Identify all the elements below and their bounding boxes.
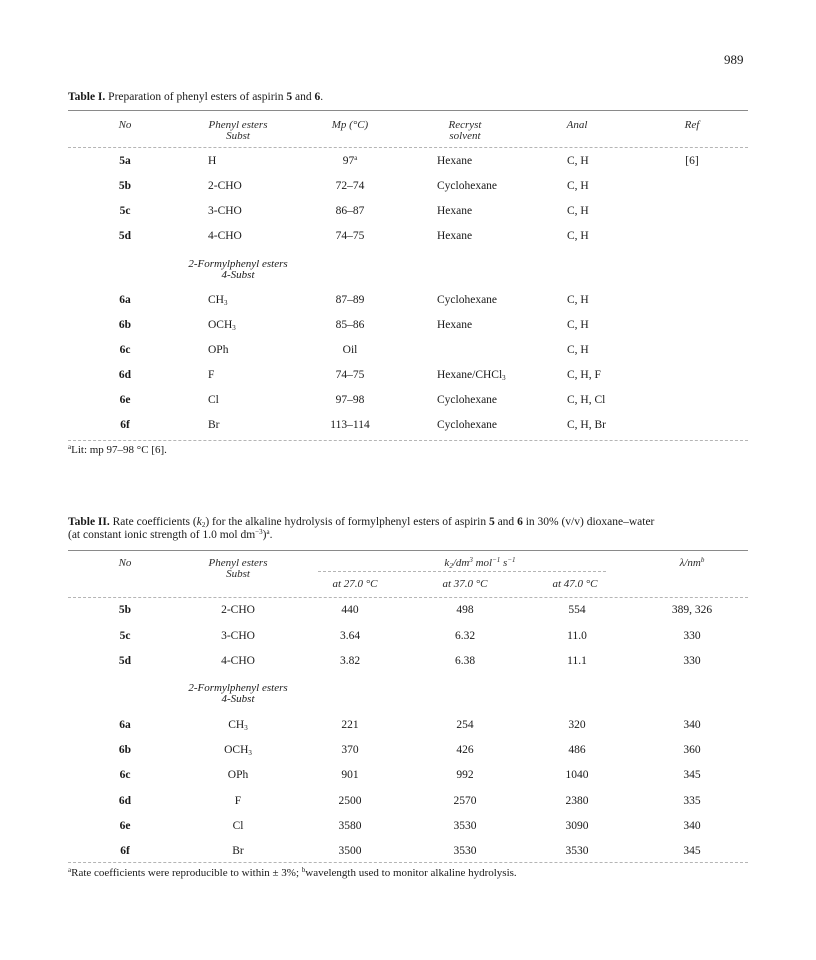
table1-cell-anal: C, H, Br	[567, 419, 606, 431]
table2-header-lambda-note: b	[700, 556, 705, 564]
table2-cell-k47: 11.0	[567, 630, 587, 642]
table1-cell-subst-text: Cl	[208, 394, 219, 406]
table2-cell-subst-subscript: 3	[248, 749, 252, 757]
table1-cell-subst-subscript: 3	[223, 299, 228, 307]
table1-cell-solvent-text: Hexane	[437, 319, 473, 331]
table1-header-ref: Ref	[684, 119, 700, 131]
table1-header-rule	[68, 147, 748, 148]
page-number: 989	[724, 52, 744, 67]
table2-header-t27: at 27.0 °C	[332, 578, 378, 590]
table1-cell-solvent	[437, 419, 497, 432]
table1-cell-subst	[208, 344, 228, 357]
table1-caption-label: Table I.	[68, 91, 106, 103]
table2-header-phenyl	[193, 558, 283, 580]
table2-header-k-sub: 2	[449, 562, 453, 570]
table1-cell-anal: C, H	[567, 155, 589, 167]
table1-cell-no: 6e	[119, 394, 131, 406]
table1-cell-anal: C, H	[567, 205, 589, 217]
table2-cell-lambda: 335	[683, 795, 701, 807]
table2-cell-no: 6d	[118, 795, 132, 807]
table2-cell-k47: 3090	[565, 820, 589, 832]
table1-cell-subst: 2-CHO	[208, 180, 242, 192]
table2-cell-no: 6f	[120, 845, 130, 857]
table2-cell-k27: 3500	[338, 845, 362, 857]
table1-top-rule	[68, 110, 748, 111]
table2-cell-k27: 3.82	[339, 655, 361, 667]
table2-cell-no: 5d	[118, 655, 132, 667]
table2-cell-subst-text: OPh	[227, 769, 249, 781]
table2-header-lambda	[652, 558, 732, 569]
table1-header-phenyl-line1: Phenyl esters	[208, 119, 268, 131]
table2-header-k-symbol: k	[444, 557, 450, 569]
table1-cell-solvent	[437, 319, 472, 332]
table1-subheading-line1: 2-Formylphenyl esters	[188, 258, 288, 270]
table2-cell-k47: 554	[568, 604, 586, 616]
table1-cell-anal: C, H	[567, 294, 589, 306]
table1-caption-text: Preparation of phenyl esters of aspirin	[105, 91, 287, 103]
table1-cell-subst-text: Br	[208, 419, 220, 431]
table2-caption-k-sub: 2	[201, 521, 206, 529]
table1-cell-mp: 87–89	[335, 294, 365, 306]
table2-cell-subst-text: 3-CHO	[221, 630, 255, 642]
table2-k-span-rule	[318, 571, 606, 572]
table2-header-k-exp1: 3	[469, 556, 473, 564]
table2-subheading-line2: 4-Subst	[221, 693, 255, 705]
table1-header-recryst-line2: solvent	[449, 130, 481, 142]
table2-cell-k27: 221	[341, 719, 359, 731]
table1-cell-no: 6d	[118, 369, 132, 381]
table1-cell-solvent	[437, 294, 497, 307]
table1-cell-mp: 74–75	[335, 369, 365, 381]
table2-header-k	[400, 558, 560, 569]
table2-header-rule	[68, 597, 748, 598]
table2-cell-subst-text: F	[234, 795, 242, 807]
table2-header-k-exp3: −1	[507, 556, 516, 564]
table2-caption-compound-5: 5	[488, 516, 495, 528]
table2-header-k-s: s	[500, 557, 508, 569]
table2-cell-subst	[232, 845, 244, 858]
table2-caption-text: Rate coefficients (	[109, 516, 197, 528]
table1-cell-no: 6c	[119, 344, 131, 356]
table2-caption-and: and	[494, 516, 518, 528]
table1-cell-no: 5b	[118, 180, 132, 192]
table2-footnote-mark-a: a	[68, 866, 72, 874]
table2-cell-subst	[221, 630, 255, 643]
table2-cell-k47: 1040	[565, 769, 589, 781]
table2-cell-subst	[235, 795, 241, 808]
table1-caption	[68, 91, 323, 104]
table1-cell-subst: H	[208, 155, 217, 167]
table1-cell-solvent	[437, 394, 497, 407]
table1-header-anal: Anal	[566, 119, 588, 131]
table2-cell-k37: 6.32	[454, 630, 476, 642]
table2-header-k-exp2: −1	[492, 556, 501, 564]
table2-footnote	[68, 867, 517, 880]
table1-cell-solvent-text: Hexane/CHCl	[437, 369, 503, 381]
table2-cell-lambda: 340	[683, 820, 701, 832]
table1-cell-solvent-text: Cyclohexane	[437, 294, 498, 306]
table1-cell-subst: 4-CHO	[208, 230, 242, 242]
table1-header-recryst-line1: Recryst	[448, 119, 482, 131]
table1-cell-solvent-text: Cyclohexane	[437, 394, 498, 406]
table1-cell-subst-subscript: 3	[232, 324, 236, 332]
table1-cell-no: 6f	[120, 419, 130, 431]
table1-cell-solvent-subscript: 3	[502, 374, 506, 382]
table1-cell-solvent	[437, 369, 506, 382]
table2-cell-subst	[228, 719, 247, 732]
table1-cell-anal: C, H	[567, 230, 589, 242]
table1-header-mp: Mp (°C)	[331, 119, 369, 131]
table2-cell-subst-text: CH	[228, 719, 245, 731]
table1-cell-solvent: Hexane	[437, 230, 473, 242]
table1-cell-solvent: Cyclohexane	[437, 180, 498, 192]
table2-cell-subst-subscript: 3	[244, 724, 248, 732]
table2-cell-k27: 3580	[338, 820, 362, 832]
table2-cell-k37: 426	[456, 744, 474, 756]
table1-footnote	[68, 444, 167, 457]
table1-header-no: No	[118, 119, 132, 131]
table1-footnote-mark: a	[68, 443, 72, 451]
table1-cell-anal: C, H, Cl	[567, 394, 606, 406]
table2-cell-k47: 2380	[565, 795, 589, 807]
table1-cell-subst-text: F	[208, 369, 215, 381]
table2-cell-no: 6a	[119, 719, 131, 731]
table2-cell-k37: 2570	[453, 795, 477, 807]
table1-cell-mp: 97–98	[335, 394, 365, 406]
table2-header-lambda-text: λ/nm	[679, 557, 701, 569]
table1-cell-mp-value: 97	[342, 155, 355, 167]
table1-cell-subst	[208, 319, 236, 332]
table2-cell-k27: 370	[341, 744, 359, 756]
table2-caption-label: Table II.	[68, 516, 110, 528]
table2-cell-no: 6c	[119, 769, 131, 781]
table1-cell-no: 6b	[118, 319, 132, 331]
table1-bottom-rule	[68, 440, 748, 441]
table2-header-t37: at 37.0 °C	[442, 578, 488, 590]
table1-cell-mp-note: a	[354, 154, 358, 162]
table1-cell-solvent-text: Cyclohexane	[437, 419, 498, 431]
table2-cell-subst	[221, 604, 255, 617]
table2-header-k-mol: mol	[472, 557, 493, 569]
table2-cell-subst-text: 2-CHO	[221, 604, 255, 616]
table2-cell-k27: 2500	[338, 795, 362, 807]
table2-cell-k47: 11.1	[567, 655, 587, 667]
table2-cell-no: 6e	[119, 820, 131, 832]
table2-cell-lambda: 330	[683, 655, 701, 667]
table2-cell-k37: 3530	[453, 820, 477, 832]
table1-cell-mp-value: 72–74	[335, 180, 365, 192]
table2-top-rule	[68, 550, 748, 551]
table2-cell-k37: 254	[456, 719, 474, 731]
table2-caption	[68, 516, 758, 542]
table2-cell-subst	[221, 655, 255, 668]
table1-cell-mp	[343, 155, 358, 168]
table2-subheading-line1: 2-Formylphenyl esters	[188, 682, 288, 694]
table2-cell-k47: 486	[568, 744, 586, 756]
table1-cell-mp: 113–114	[330, 419, 370, 431]
table1-cell-anal: C, H	[567, 319, 589, 331]
table2-header-k-units: /dm	[452, 557, 470, 569]
table2-cell-k47: 3530	[565, 845, 589, 857]
table1-cell-anal: C, H	[567, 180, 589, 192]
table1-cell-subst	[208, 369, 214, 382]
table2-cell-lambda: 330	[683, 630, 701, 642]
table2-cell-k27: 3.64	[339, 630, 361, 642]
table2-cell-subst	[228, 769, 248, 782]
table1-cell-subst-text: CH	[208, 294, 224, 306]
table2-caption-paren: )	[262, 529, 267, 541]
table1-cell-anal: C, H, F	[567, 369, 601, 381]
table2-header-no: No	[118, 557, 132, 569]
table2-caption-line1	[68, 516, 758, 529]
table2-footnote-mark-b: b	[301, 866, 306, 874]
table2-footnote-text-b: wavelength used to monitor alkaline hydrolysis.	[305, 867, 517, 879]
table1-cell-mp-value: 74–75	[335, 230, 365, 242]
table2-caption-text-mid: ) for the alkaline hydrolysis of formylphenyl esters of aspirin	[205, 516, 489, 528]
table1-header-phenyl	[193, 120, 283, 142]
table2-cell-subst-text: 4-CHO	[221, 655, 255, 667]
table2-cell-subst	[233, 820, 244, 833]
table1-cell-solvent: Hexane	[437, 155, 473, 167]
table2-caption-text-end: in 30% (v/v) dioxane–water	[522, 516, 655, 528]
table1-cell-anal: C, H	[567, 344, 589, 356]
table2-cell-subst-text: Cl	[232, 820, 244, 832]
table2-caption-line2-text: (at constant ionic strength of 1.0 mol dm	[68, 529, 256, 541]
table1-caption-compound-5: 5	[286, 91, 293, 103]
table2-cell-lambda: 340	[683, 719, 701, 731]
table2-caption-compound-6: 6	[517, 516, 523, 528]
table1-cell-no: 5c	[119, 205, 131, 217]
table1-cell-mp	[336, 180, 365, 193]
table1-cell-mp	[336, 205, 365, 218]
table2-header-phenyl-line2: Subst	[226, 568, 250, 580]
table1-cell-ref: [6]	[685, 155, 699, 167]
table2-cell-subst-text: Br	[232, 845, 244, 857]
table1-subheading	[188, 259, 287, 281]
table2-caption-k: k	[196, 516, 202, 528]
table2-cell-subst-text: OCH	[224, 744, 249, 756]
table2-cell-k47: 320	[568, 719, 586, 731]
table2-caption-note: a	[266, 528, 270, 536]
table2-header-phenyl-line1: Phenyl esters	[208, 557, 268, 569]
table1-cell-mp: Oil	[342, 344, 358, 356]
table2-header-t47: at 47.0 °C	[552, 578, 598, 590]
table2-cell-k37: 992	[456, 769, 474, 781]
table1-caption-compound-6: 6	[314, 91, 321, 103]
table2-caption-period: .	[269, 529, 273, 541]
table2-cell-lambda: 389, 326	[671, 604, 713, 616]
table2-caption-line2	[68, 529, 758, 542]
table1-caption-text-and: and	[292, 91, 315, 103]
table1-footnote-text: Lit: mp 97–98 °C [6].	[71, 444, 167, 456]
table2-caption-exp: −3	[255, 528, 263, 536]
table1-cell-mp: 85–86	[335, 319, 365, 331]
table1-cell-no: 5a	[119, 155, 131, 167]
table2-cell-lambda: 345	[683, 845, 701, 857]
table2-cell-lambda: 345	[683, 769, 701, 781]
table2-cell-no: 5b	[118, 604, 132, 616]
table2-cell-k37: 498	[456, 604, 474, 616]
table2-cell-no: 5c	[119, 630, 131, 642]
table1-caption-end: .	[320, 91, 324, 103]
table1-cell-no: 5d	[118, 230, 132, 242]
table1-cell-subst	[208, 294, 227, 307]
table2-cell-k37: 6.38	[454, 655, 476, 667]
table2-cell-no: 6b	[118, 744, 132, 756]
table1-cell-mp	[336, 230, 365, 243]
table1-cell-subst	[208, 394, 219, 407]
table2-cell-k27: 440	[341, 604, 359, 616]
table1-cell-mp-value: 86–87	[335, 205, 365, 217]
table1-header-recryst	[425, 120, 505, 142]
table1-cell-subst: 3-CHO	[208, 205, 242, 217]
table2-footnote-text-a: Rate coefficients were reproducible to within ± 3%;	[71, 867, 302, 879]
table2-cell-subst	[224, 744, 252, 757]
table2-cell-lambda: 360	[683, 744, 701, 756]
table1-cell-no: 6a	[119, 294, 131, 306]
table2-cell-k27: 901	[341, 769, 359, 781]
table1-header-phenyl-line2: Subst	[226, 130, 250, 142]
table2-bottom-rule	[68, 862, 748, 863]
table1-cell-subst	[208, 419, 220, 432]
table1-cell-subst-text: OCH	[208, 319, 233, 331]
table2-cell-k37: 3530	[453, 845, 477, 857]
table1-cell-solvent: Hexane	[437, 205, 473, 217]
table1-subheading-line2: 4-Subst	[221, 269, 255, 281]
table1-cell-subst-text: OPh	[208, 344, 229, 356]
table2-subheading	[188, 683, 287, 705]
